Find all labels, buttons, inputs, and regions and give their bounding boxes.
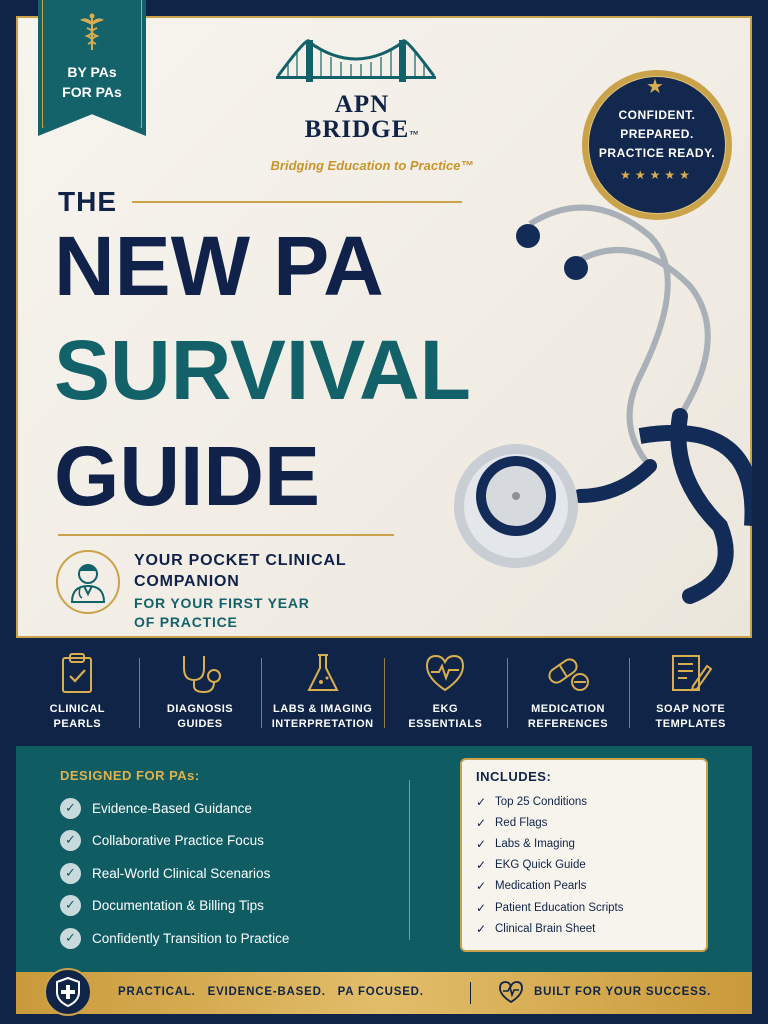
- title-underline: [58, 534, 394, 536]
- pills-icon: [544, 652, 592, 694]
- designed-heading: DESIGNED FOR PAs:: [60, 768, 200, 783]
- includes-heading: INCLUDES:: [476, 769, 552, 784]
- clipboard-check-icon: [57, 652, 97, 694]
- check-icon: ✓: [476, 921, 487, 936]
- check-icon: ✓: [60, 863, 81, 884]
- feature-bar: [16, 640, 752, 744]
- check-icon: ✓: [476, 879, 487, 894]
- list-item: ✓ Real-World Clinical Scenarios: [60, 857, 289, 890]
- footer-divider: [470, 982, 471, 1004]
- footer-left-text: PRACTICAL. EVIDENCE-BASED. PA FOCUSED.: [118, 986, 424, 998]
- list-item: ✓ Red Flags: [476, 815, 548, 830]
- check-icon: ✓: [476, 900, 487, 915]
- includes-list: [476, 791, 624, 939]
- logo-tagline: Bridging Education to Practice™: [270, 158, 474, 173]
- stethoscope-illustration-icon: [440, 196, 752, 616]
- star-icon: ★: [646, 74, 664, 98]
- check-icon: ✓: [60, 798, 81, 819]
- heart-pulse-icon: [498, 980, 524, 1004]
- feature-medication: MEDICATION REFERENCES: [507, 640, 630, 744]
- check-icon: ✓: [476, 815, 487, 830]
- note-pen-icon: [669, 652, 713, 694]
- title-line-3: GUIDE: [54, 429, 321, 523]
- stars-row-icon: ★★★★★: [620, 168, 694, 182]
- flask-icon: [303, 652, 343, 694]
- feature-clinical-pearls: CLINICAL PEARLS: [16, 640, 139, 744]
- feature-ekg: EKG ESSENTIALS: [384, 640, 507, 744]
- title-the: THE: [58, 186, 117, 217]
- feature-labs-imaging: LABS & IMAGING INTERPRETATION: [261, 640, 384, 744]
- list-item: ✓ Clinical Brain Sheet: [476, 921, 596, 936]
- caduceus-icon: [78, 12, 106, 52]
- ribbon-text: BY PAs FOR PAs: [62, 64, 122, 100]
- list-item: ✓ Patient Education Scripts: [476, 900, 624, 915]
- subtitle-main: YOUR POCKET CLINICAL COMPANION: [134, 552, 347, 590]
- title-line-2: SURVIVAL: [54, 323, 471, 417]
- list-item: ✓ Top 25 Conditions: [476, 794, 588, 809]
- list-item: ✓ Collaborative Practice Focus: [60, 825, 289, 858]
- check-icon: ✓: [60, 830, 81, 851]
- list-item: ✓ Confidently Transition to Practice: [60, 922, 289, 955]
- doctor-avatar-icon: [56, 550, 120, 614]
- logo-name: APN BRIDGE™: [304, 91, 420, 143]
- list-item: ✓ Labs & Imaging: [476, 836, 575, 851]
- shield-cross-icon: [44, 968, 92, 1016]
- subtitle-secondary: FOR YOUR FIRST YEAR OF PRACTICE: [134, 595, 310, 630]
- feature-soap-note: SOAP NOTE TEMPLATES: [629, 640, 752, 744]
- list-item: ✓ Medication Pearls: [476, 879, 587, 894]
- check-icon: ✓: [476, 858, 487, 873]
- stethoscope-icon: [176, 652, 224, 694]
- heart-pulse-icon: [423, 652, 467, 694]
- check-icon: ✓: [60, 928, 81, 949]
- list-item: ✓ EKG Quick Guide: [476, 858, 586, 873]
- list-item: ✓ Documentation & Billing Tips: [60, 890, 289, 923]
- check-icon: ✓: [476, 794, 487, 809]
- check-icon: ✓: [476, 836, 487, 851]
- designed-list: [60, 792, 289, 955]
- footer-right-text: BUILT FOR YOUR SUCCESS.: [534, 986, 712, 998]
- title-divider: [132, 201, 462, 203]
- bridge-logo-icon: [276, 36, 436, 92]
- seal-badge-text: CONFIDENT. PREPARED. PRACTICE READY.: [598, 108, 716, 160]
- list-item: ✓ Evidence-Based Guidance: [60, 792, 289, 825]
- title-line-1: NEW PA: [54, 219, 384, 313]
- check-icon: ✓: [60, 895, 81, 916]
- feature-diagnosis-guides: DIAGNOSIS GUIDES: [139, 640, 262, 744]
- section-divider: [409, 780, 410, 940]
